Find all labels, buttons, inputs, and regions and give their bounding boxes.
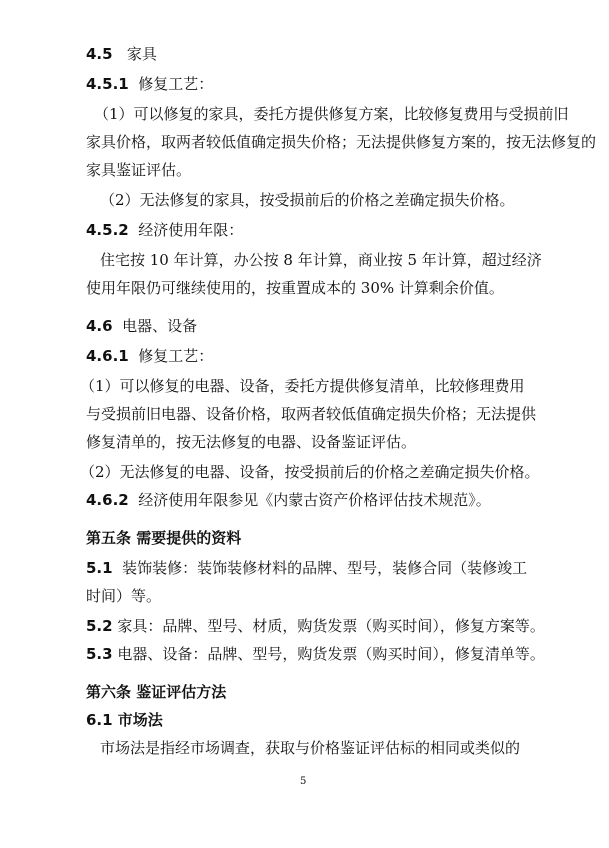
paragraph-line: 与受损前旧电器、设备价格，取两者较低值确定损失价格；无法提供 [86, 405, 537, 423]
item-number: 5.3 [86, 645, 113, 663]
article-5-heading: 第五条 需要提供的资料 [86, 529, 242, 547]
paragraph-line: （2）无法修复的家具，按受损前后的价格之差确定损失价格。 [100, 191, 515, 209]
section-4-6-2-heading [86, 490, 491, 510]
item-number: 5.1 [86, 559, 113, 577]
section-4-5-2-heading [86, 220, 243, 240]
page-number: 5 [300, 776, 307, 787]
paragraph-line: 家具价格，取两者较低值确定损失价格；无法提供修复方案的，按无法修复的 [86, 133, 597, 151]
item-5-1 [86, 558, 527, 578]
section-number: 4.5 [86, 45, 113, 63]
paragraph-line: 修复清单的，按无法修复的电器、设备鉴证评估。 [86, 433, 417, 451]
item-number: 5.2 [86, 617, 113, 635]
paragraph-line: （1）可以修复的电器、设备，委托方提供修复清单，比较修理费用 [80, 377, 525, 395]
section-text: 经济使用年限参见《内蒙古资产价格评估技术规范》。 [138, 491, 491, 509]
section-title: 修复工艺： [138, 75, 214, 93]
section-number: 4.6.2 [86, 491, 129, 509]
section-title: 经济使用年限： [138, 221, 244, 239]
paragraph-line: 时间）等。 [86, 587, 162, 605]
section-number: 4.6.1 [86, 347, 129, 365]
paragraph-line: （1）可以修复的家具，委托方提供修复方案，比较修复费用与受损前旧 [94, 105, 569, 123]
section-title: 电器、设备 [122, 317, 198, 335]
section-number: 4.5.1 [86, 75, 129, 93]
section-title: 修复工艺： [138, 347, 214, 365]
paragraph-line: 市场法是指经市场调查，获取与价格鉴证评估标的相同或类似的 [100, 739, 521, 757]
section-number: 4.5.2 [86, 221, 129, 239]
section-title: 家具 [126, 45, 157, 63]
item-5-3 [86, 644, 545, 664]
section-4-5-1-heading [86, 74, 213, 94]
paragraph-line: 使用年限仍可继续使用的，按重置成本的 30% 计算剩余价值。 [86, 279, 504, 297]
item-text: 电器、设备：品牌、型号，购货发票（购买时间），修复清单等。 [117, 645, 545, 663]
section-4-5-heading [86, 44, 157, 64]
paragraph-line: 家具鉴证评估。 [86, 161, 192, 179]
section-6-1-heading: 6.1 市场法 [86, 711, 163, 729]
item-5-2 [86, 616, 545, 636]
section-number: 4.6 [86, 317, 113, 335]
section-4-6-1-heading [86, 346, 213, 366]
paragraph-line: 住宅按 10 年计算，办公按 8 年计算，商业按 5 年计算，超过经济 [100, 251, 542, 269]
article-6-heading: 第六条 鉴证评估方法 [86, 683, 227, 701]
section-4-6-heading [86, 316, 197, 336]
item-text: 装饰装修：装饰装修材料的品牌、型号，装修合同（装修竣工 [122, 559, 528, 577]
paragraph-line: （2）无法修复的电器、设备，按受损前后的价格之差确定损失价格。 [80, 463, 540, 481]
item-text: 家具：品牌、型号、材质，购货发票（购买时间），修复方案等。 [117, 617, 545, 635]
